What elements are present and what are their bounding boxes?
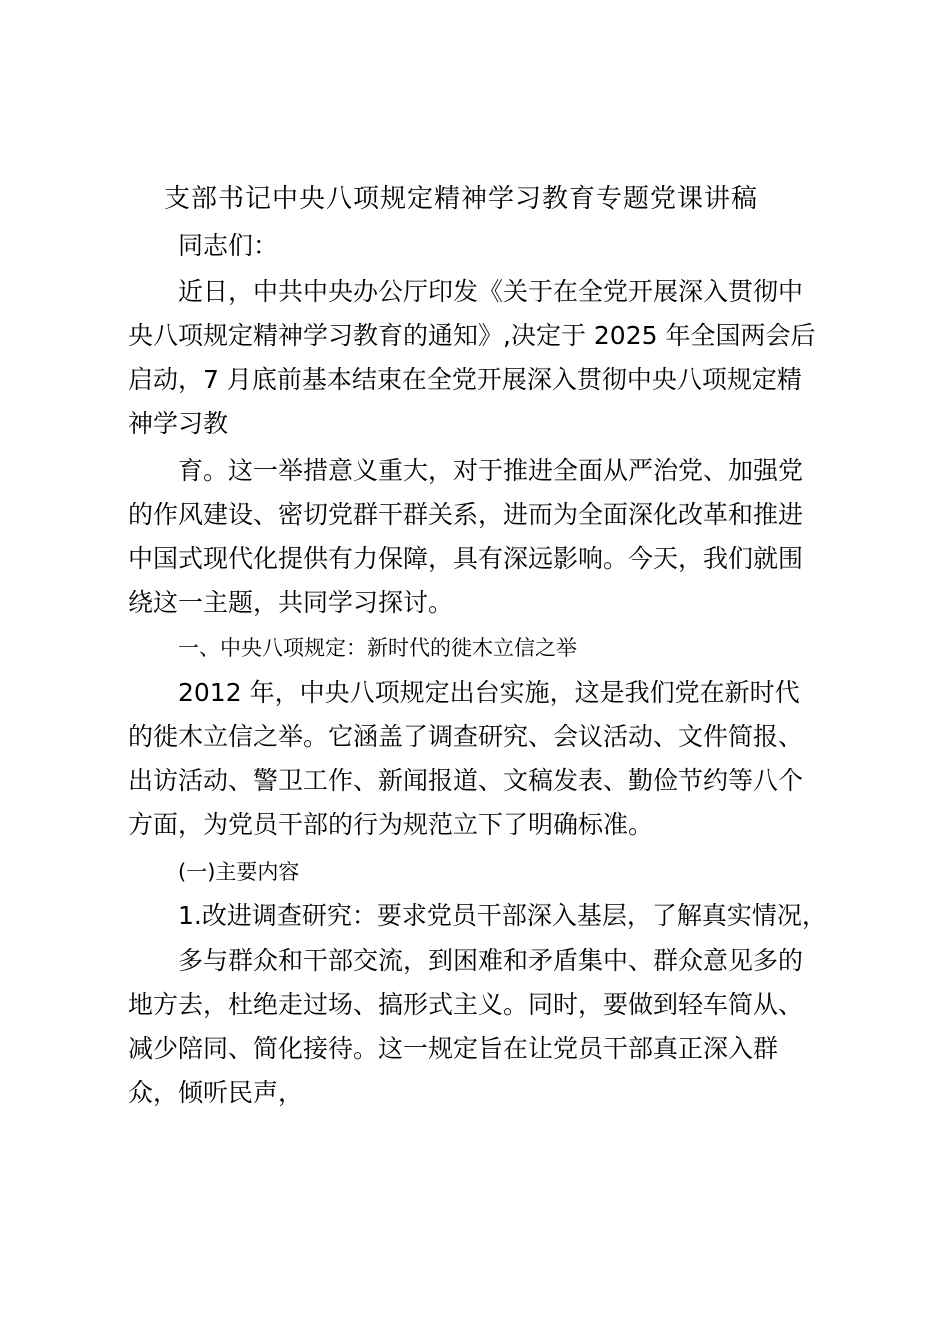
paragraph-line: 众，倾听民声， [128, 1078, 304, 1107]
paragraph-line: 1.改进调查研究：要求党员干部深入基层，了解真实情况， [178, 901, 827, 930]
document-title: 支部书记中央八项规定精神学习教育专题党课讲稿 [164, 184, 759, 214]
paragraph-line: 2012 年，中央八项规定出台实施，这是我们党在新时代 [178, 678, 800, 707]
section-heading: 一、中央八项规定：新时代的徙木立信之举 [178, 636, 577, 660]
paragraph-line: 方面，为党员干部的行为规范立下了明确标准。 [128, 810, 654, 839]
paragraph-line: 神学习教 [128, 409, 229, 438]
subsection-heading: (一)主要内容 [178, 860, 300, 884]
paragraph-line: 中国式现代化提供有力保障，具有深远影响。今天，我们就围 [128, 544, 804, 573]
greeting: 同志们： [178, 231, 279, 260]
paragraph-line: 启动，7 月底前基本结束在全党开展深入贯彻中央八项规定精 [128, 365, 802, 394]
paragraph-line: 地方去，杜绝走过场、搞形式主义。同时，要做到轻车简从、 [128, 990, 804, 1019]
paragraph-line: 的徙木立信之举。它涵盖了调查研究、会议活动、文件简报、 [128, 722, 804, 751]
paragraph-line: 育。这一举措意义重大，对于推进全面从严治党、加强党 [178, 456, 804, 485]
paragraph-line: 绕这一主题，共同学习探讨。 [128, 588, 454, 617]
paragraph-line: 出访活动、警卫工作、新闻报道、文稿发表、勤俭节约等八个 [128, 766, 804, 795]
paragraph-line: 多与群众和干部交流，到困难和矛盾集中、群众意见多的 [178, 946, 804, 975]
paragraph-line: 央八项规定精神学习教育的通知》,决定于 2025 年全国两会后 [128, 321, 816, 350]
paragraph-line: 近日，中共中央办公厅印发《关于在全党开展深入贯彻中 [178, 277, 804, 306]
paragraph-line: 的作风建设、密切党群干群关系，进而为全面深化改革和推进 [128, 500, 804, 529]
paragraph-line: 减少陪同、简化接待。这一规定旨在让党员干部真正深入群 [128, 1034, 779, 1063]
